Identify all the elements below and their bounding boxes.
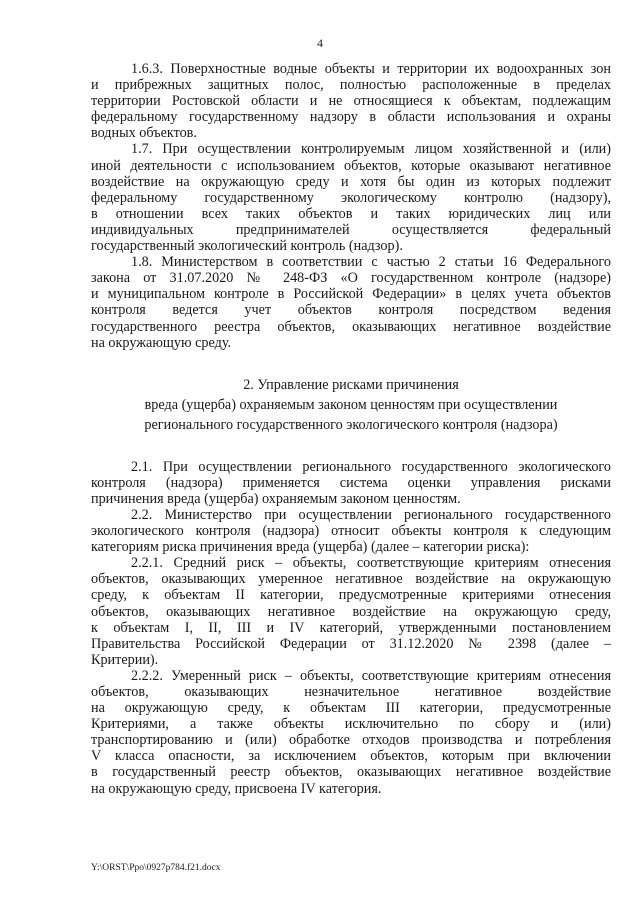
section-2-title-line-1: 2. Управление рисками причинения [243, 376, 459, 393]
paragraph-line: на окружающую среду, к объектам III категории, предусмотренные [91, 700, 611, 717]
paragraph-line: контроля (надзора) применяется система оценки управления рисками [91, 474, 611, 491]
paragraph-line: и муниципальном контроле в Российской Федерации» в целях учета объектов [91, 286, 611, 303]
paragraph-line: на окружающую среду. [91, 334, 232, 351]
paragraph-line: в государственный реестр объектов, оказывающих негативное воздействие [91, 764, 611, 781]
paragraph-line: категориям риска причинения вреда (ущерба) (далее – категории риска): [91, 539, 530, 556]
paragraph-p22 [91, 507, 611, 555]
footer-file-path: Y:\ORST\Ppo\0927p784.f21.docx [91, 863, 221, 873]
section-2-title-line-3: регионального государственного экологического контроля (надзора) [144, 416, 558, 433]
paragraph-line: на окружающую среду, присвоена IV категория. [91, 780, 382, 797]
paragraph-line: закона от 31.07.2020 № 248-ФЗ «О государственном контроле (надзоре) [91, 270, 611, 287]
paragraph-line: территории Ростовской области и не относящиеся к объектам, подлежащим [91, 93, 611, 110]
paragraph-line: индивидуальных предпринимателей осуществляется федеральный [91, 221, 611, 238]
document-body [91, 61, 611, 797]
paragraph-line: причинения вреда (ущерба) охраняемым законом ценностям. [91, 490, 461, 507]
paragraph-line: и прибрежных защитных полос, полностью расположенные в пределах [91, 77, 611, 94]
paragraph-p163 [91, 61, 611, 141]
paragraph-line: объектов, оказывающих негативное воздействие на окружающую среду, [91, 603, 611, 620]
paragraph-line: V класса опасности, за исключением объектов, которым при включении [91, 748, 611, 765]
paragraph-line: 2.2.1. Средний риск – объекты, соответствующие критериям отнесения [131, 555, 611, 572]
paragraph-line: 2.2.2. Умеренный риск – объекты, соответствующие критериям отнесения [131, 667, 611, 684]
paragraph-line: федеральному государственному надзору в области использования и охраны [91, 109, 611, 126]
paragraph-line: воздействие на окружающую среду и хотя бы один из которых подлежит [91, 173, 611, 190]
paragraph-line: 2.1. При осуществлении регионального государственного экологического [131, 458, 611, 475]
paragraph-line: федеральному государственному экологическому контролю (надзору), [91, 189, 611, 206]
paragraph-line: 2.2. Министерство при осуществлении регионального государственного [131, 506, 611, 523]
paragraph-line: Критерии). [91, 651, 159, 668]
section-2-title-line-2: вреда (ущерба) охраняемым законом ценностям при осуществлении [144, 396, 558, 413]
paragraph-line: экологического контроля (надзора) относит объекты контроля к следующим [91, 523, 611, 540]
section-1-paragraphs [91, 61, 611, 351]
paragraph-line: 1.7. При осуществлении контролируемым лицом хозяйственной и (или) [131, 141, 611, 158]
paragraph-line: объектов, оказывающих незначительное негативное воздействие [91, 684, 611, 700]
paragraph-line: 1.6.3. Поверхностные водные объекты и территории их водоохранных зон [131, 61, 611, 77]
paragraph-line: объектов, оказывающих умеренное негативное воздействие на окружающую [91, 571, 611, 588]
section-2-paragraphs [91, 459, 611, 797]
paragraph-line: Критериями, а также объекты исключительно по сбору и (или) [91, 716, 611, 733]
paragraph-p17 [91, 141, 611, 254]
paragraph-p221 [91, 555, 611, 668]
paragraph-line: государственный экологический контроль (надзор). [91, 238, 403, 255]
paragraph-p222 [91, 668, 611, 797]
paragraph-line: среду, к объектам II категории, предусмотренные критериями отнесения [91, 587, 611, 604]
paragraph-line: водных объектов. [91, 125, 197, 142]
paragraph-line: к объектам I, II, III и IV категорий, утвержденными постановлением [91, 619, 611, 636]
section-2-heading [91, 375, 611, 435]
paragraph-line: государственного реестра объектов, оказывающих негативное воздействие [91, 318, 611, 335]
paragraph-line: Правительства Российской Федерации от 31.12.2020 № 2398 (далее – [91, 635, 611, 652]
paragraph-line: иной деятельности с использованием объектов, которые оказывают негативное [91, 157, 611, 174]
paragraph-line: в отношении всех таких объектов и таких юридических лиц или [91, 205, 611, 222]
paragraph-p18 [91, 254, 611, 351]
paragraph-p21 [91, 459, 611, 507]
paragraph-line: 1.8. Министерством в соответствии с частью 2 статьи 16 Федерального [131, 254, 611, 271]
paragraph-line: контроля ведется учет объектов контроля посредством ведения [91, 302, 611, 319]
paragraph-line: транспортированию и (или) обработке отходов производства и потребления [91, 732, 611, 749]
page-number: 4 [317, 36, 323, 50]
